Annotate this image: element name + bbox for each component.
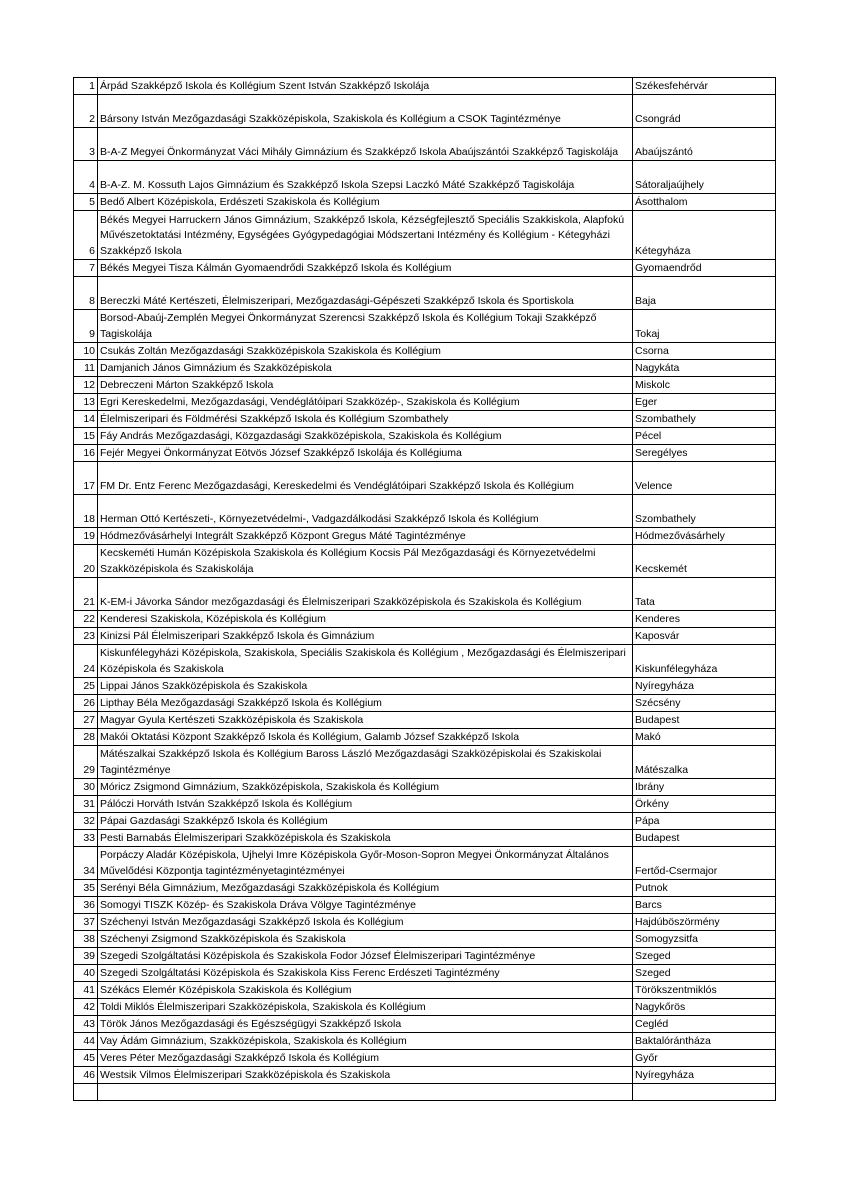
city-name: Baja	[633, 277, 776, 310]
row-number: 34	[74, 847, 98, 880]
table-row	[74, 128, 776, 161]
table-row	[74, 712, 776, 729]
city-name: Putnok	[633, 880, 776, 897]
school-name: Szegedi Szolgáltatási Középiskola és Szakiskola Fodor József Élelmiszeripari Tagintézménye	[98, 948, 633, 965]
school-name: Szegedi Szolgáltatási Középiskola és Szakiskola Kiss Ferenc Erdészeti Tagintézmény	[98, 965, 633, 982]
school-name: FM Dr. Entz Ferenc Mezőgazdasági, Kereskedelmi és Vendéglátóipari Szakképző Iskola és Kollégium	[98, 462, 633, 495]
school-name: Kinizsi Pál Élelmiszeripari Szakképző Iskola és Gimnázium	[98, 628, 633, 645]
city-name: Fertőd-Csermajor	[633, 847, 776, 880]
city-name: Kecskemét	[633, 545, 776, 578]
row-number: 18	[74, 495, 98, 528]
school-name: Török János Mezőgazdasági és Egészségügyi Szakképző Iskola	[98, 1016, 633, 1033]
table-row	[74, 277, 776, 310]
city-name: Ibrány	[633, 779, 776, 796]
row-number: 11	[74, 360, 98, 377]
row-number: 40	[74, 965, 98, 982]
city-name: Budapest	[633, 830, 776, 847]
city-name: Barcs	[633, 897, 776, 914]
school-name: K-EM-i Jávorka Sándor mezőgazdasági és Élelmiszeripari Szakközépiskola és Szakiskola és Kollégium	[98, 578, 633, 611]
school-name: Élelmiszeripari és Földmérési Szakképző Iskola és Kollégium Szombathely	[98, 411, 633, 428]
table-row	[74, 948, 776, 965]
row-number: 3	[74, 128, 98, 161]
city-name: Gyomaendrőd	[633, 260, 776, 277]
row-number: 17	[74, 462, 98, 495]
school-name: Pesti Barnabás Élelmiszeripari Szakközépiskola és Szakiskola	[98, 830, 633, 847]
row-number: 44	[74, 1033, 98, 1050]
table-row	[74, 462, 776, 495]
city-name: Kiskunfélegyháza	[633, 645, 776, 678]
school-name: Herman Ottó Kertészeti-, Környezetvédelmi-, Vadgazdálkodási Szakképző Iskola és Kollégium	[98, 495, 633, 528]
school-name: Árpád Szakképző Iskola és Kollégium Szent István Szakképző Iskolája	[98, 78, 633, 95]
school-name: Pápai Gazdasági Szakképző Iskola és Kollégium	[98, 813, 633, 830]
school-name: Porpáczy Aladár Középiskola, Ujhelyi Imre Középiskola Győr-Moson-Sopron Megyei Önkormányzat Általános Művelődési Központja tagintézményetagintézményei	[98, 847, 633, 880]
city-name: Nagykőrös	[633, 999, 776, 1016]
table-row	[74, 310, 776, 343]
city-name: Ásotthalom	[633, 194, 776, 211]
school-name: Damjanich János Gimnázium és Szakközépiskola	[98, 360, 633, 377]
city-name: Pápa	[633, 813, 776, 830]
school-name: Kenderesi Szakiskola, Középiskola és Kollégium	[98, 611, 633, 628]
table-row	[74, 411, 776, 428]
table-row	[74, 746, 776, 779]
city-name: Budapest	[633, 712, 776, 729]
city-name: Tokaj	[633, 310, 776, 343]
row-number: 38	[74, 931, 98, 948]
row-number: 20	[74, 545, 98, 578]
table-row	[74, 445, 776, 462]
row-number: 19	[74, 528, 98, 545]
city-name: Miskolc	[633, 377, 776, 394]
table-row	[74, 545, 776, 578]
row-number: 35	[74, 880, 98, 897]
row-number: 21	[74, 578, 98, 611]
table-row	[74, 78, 776, 95]
empty-cell	[98, 1084, 633, 1101]
city-name: Szeged	[633, 948, 776, 965]
row-number: 14	[74, 411, 98, 428]
row-number: 39	[74, 948, 98, 965]
school-name: Toldi Miklós Élelmiszeripari Szakközépiskola, Szakiskola és Kollégium	[98, 999, 633, 1016]
city-name: Mátészalka	[633, 746, 776, 779]
table-row	[74, 578, 776, 611]
table-row	[74, 394, 776, 411]
city-name: Örkény	[633, 796, 776, 813]
table-row	[74, 1033, 776, 1050]
school-name: Kiskunfélegyházi Középiskola, Szakiskola, Speciális Szakiskola és Kollégium , Mezőgazdasági és Élelmiszeripari Középiskola és Szakiskola	[98, 645, 633, 678]
row-number: 8	[74, 277, 98, 310]
school-name: Somogyi TISZK Közép- és Szakiskola Dráva Völgye Tagintézménye	[98, 897, 633, 914]
row-number: 9	[74, 310, 98, 343]
city-name: Cegléd	[633, 1016, 776, 1033]
row-number: 32	[74, 813, 98, 830]
row-number: 46	[74, 1067, 98, 1084]
row-number: 4	[74, 161, 98, 194]
school-list-table	[73, 77, 776, 1101]
city-name: Makó	[633, 729, 776, 746]
school-name: Mátészalkai Szakképző Iskola és Kollégium Baross László Mezőgazdasági Szakközépiskolai és Szakiskolai Tagintézménye	[98, 746, 633, 779]
city-name: Eger	[633, 394, 776, 411]
row-number: 10	[74, 343, 98, 360]
row-number: 31	[74, 796, 98, 813]
row-number: 28	[74, 729, 98, 746]
table-row	[74, 428, 776, 445]
row-number: 2	[74, 95, 98, 128]
table-row	[74, 999, 776, 1016]
table-row	[74, 931, 776, 948]
row-number: 43	[74, 1016, 98, 1033]
row-number: 27	[74, 712, 98, 729]
school-name: Serényi Béla Gimnázium, Mezőgazdasági Szakközépiskola és Kollégium	[98, 880, 633, 897]
table-row	[74, 897, 776, 914]
school-name: Pálóczi Horváth István Szakképző Iskola és Kollégium	[98, 796, 633, 813]
city-name: Szombathely	[633, 411, 776, 428]
city-name: Szécsény	[633, 695, 776, 712]
table-row	[74, 1067, 776, 1084]
school-name: Magyar Gyula Kertészeti Szakközépiskola és Szakiskola	[98, 712, 633, 729]
row-number: 37	[74, 914, 98, 931]
school-name: Veres Péter Mezőgazdasági Szakképző Iskola és Kollégium	[98, 1050, 633, 1067]
row-number: 22	[74, 611, 98, 628]
table-row	[74, 194, 776, 211]
city-name: Törökszentmiklós	[633, 982, 776, 999]
table-row	[74, 813, 776, 830]
city-name: Kenderes	[633, 611, 776, 628]
row-number: 25	[74, 678, 98, 695]
table-row	[74, 914, 776, 931]
school-name: Makói Oktatási Központ Szakképző Iskola és Kollégium, Galamb József Szakképző Iskola	[98, 729, 633, 746]
table-row	[74, 211, 776, 260]
table-row	[74, 95, 776, 128]
row-number: 24	[74, 645, 98, 678]
empty-cell	[633, 1084, 776, 1101]
school-name: Bársony István Mezőgazdasági Szakközépiskola, Szakiskola és Kollégium a CSOK Tagintézménye	[98, 95, 633, 128]
table-row	[74, 611, 776, 628]
school-name: Hódmezővásárhelyi Integrált Szakképző Központ Gregus Máté Tagintézménye	[98, 528, 633, 545]
row-number: 29	[74, 746, 98, 779]
school-name: Egri Kereskedelmi, Mezőgazdasági, Vendéglátóipari Szakközép-, Szakiskola és Kollégium	[98, 394, 633, 411]
row-number: 15	[74, 428, 98, 445]
school-name: Békés Megyei Tisza Kálmán Gyomaendrődi Szakképző Iskola és Kollégium	[98, 260, 633, 277]
city-name: Tata	[633, 578, 776, 611]
table-row	[74, 965, 776, 982]
table-row	[74, 779, 776, 796]
table-row	[74, 796, 776, 813]
row-number: 1	[74, 78, 98, 95]
row-number: 41	[74, 982, 98, 999]
city-name: Csongrád	[633, 95, 776, 128]
table-row	[74, 678, 776, 695]
empty-cell	[74, 1084, 98, 1101]
table-row	[74, 628, 776, 645]
school-name: Borsod-Abaúj-Zemplén Megyei Önkormányzat Szerencsi Szakképző Iskola és Kollégium Tokaji Szakképző Tagiskolája	[98, 310, 633, 343]
table-row	[74, 729, 776, 746]
city-name: Kaposvár	[633, 628, 776, 645]
city-name: Baktalórántháza	[633, 1033, 776, 1050]
table-row	[74, 161, 776, 194]
table-row	[74, 528, 776, 545]
city-name: Csorna	[633, 343, 776, 360]
row-number: 6	[74, 211, 98, 260]
school-name: B-A-Z. M. Kossuth Lajos Gimnázium és Szakképző Iskola Szepsi Laczkó Máté Szakképző Tagiskolája	[98, 161, 633, 194]
city-name: Kétegyháza	[633, 211, 776, 260]
school-name: Békés Megyei Harruckern János Gimnázium, Szakképző Iskola, Kézségfejlesztő Speciális Szakkiskola, Alapfokú Művészetoktatási Intézmény, Egységées Gyógypedagógiai Módszertani Intézmény és Kollégium - Kétegyházi Szakképző Iskola	[98, 211, 633, 260]
row-number: 45	[74, 1050, 98, 1067]
school-name: Debreczeni Márton Szakképző Iskola	[98, 377, 633, 394]
city-name: Győr	[633, 1050, 776, 1067]
row-number: 5	[74, 194, 98, 211]
city-name: Székesfehérvár	[633, 78, 776, 95]
table-row	[74, 645, 776, 678]
school-name: Székács Elemér Középiskola Szakiskola és Kollégium	[98, 982, 633, 999]
school-name: Fáy András Mezőgazdasági, Közgazdasági Szakközépiskola, Szakiskola és Kollégium	[98, 428, 633, 445]
row-number: 33	[74, 830, 98, 847]
school-name: Széchenyi Zsigmond Szakközépiskola és Szakiskola	[98, 931, 633, 948]
row-number: 42	[74, 999, 98, 1016]
city-name: Hódmezővásárhely	[633, 528, 776, 545]
school-list-body	[74, 78, 776, 1101]
row-number: 23	[74, 628, 98, 645]
city-name: Szeged	[633, 965, 776, 982]
table-row	[74, 1016, 776, 1033]
city-name: Hajdúböszörmény	[633, 914, 776, 931]
school-name: Bedő Albert Középiskola, Erdészeti Szakiskola és Kollégium	[98, 194, 633, 211]
table-row	[74, 1050, 776, 1067]
city-name: Nagykáta	[633, 360, 776, 377]
table-row	[74, 695, 776, 712]
school-name: Westsik Vilmos Élelmiszeripari Szakközépiskola és Szakiskola	[98, 1067, 633, 1084]
table-row	[74, 377, 776, 394]
school-name: Bereczki Máté Kertészeti, Élelmiszeripari, Mezőgazdasági-Gépészeti Szakképző Iskola és Sportiskola	[98, 277, 633, 310]
school-name: Vay Ádám Gimnázium, Szakközépiskola, Szakiskola és Kollégium	[98, 1033, 633, 1050]
school-name: Széchenyi István Mezőgazdasági Szakképző Iskola és Kollégium	[98, 914, 633, 931]
table-row	[74, 880, 776, 897]
school-name: Móricz Zsigmond Gimnázium, Szakközépiskola, Szakiskola és Kollégium	[98, 779, 633, 796]
city-name: Nyíregyháza	[633, 1067, 776, 1084]
school-name: Fejér Megyei Önkormányzat Eötvös József Szakképző Iskolája és Kollégiuma	[98, 445, 633, 462]
table-row	[74, 495, 776, 528]
table-row	[74, 260, 776, 277]
row-number: 30	[74, 779, 98, 796]
row-number: 16	[74, 445, 98, 462]
table-row	[74, 343, 776, 360]
city-name: Velence	[633, 462, 776, 495]
city-name: Somogyzsitfa	[633, 931, 776, 948]
row-number: 12	[74, 377, 98, 394]
table-row	[74, 982, 776, 999]
school-name: Csukás Zoltán Mezőgazdasági Szakközépiskola Szakiskola és Kollégium	[98, 343, 633, 360]
city-name: Szombathely	[633, 495, 776, 528]
row-number: 7	[74, 260, 98, 277]
school-name: Kecskeméti Humán Középiskola Szakiskola és Kollégium Kocsis Pál Mezőgazdasági és Környezetvédelmi Szakközépiskola és Szakiskolája	[98, 545, 633, 578]
table-row	[74, 360, 776, 377]
school-name: Lippai János Szakközépiskola és Szakiskola	[98, 678, 633, 695]
city-name: Sátoraljaújhely	[633, 161, 776, 194]
row-number: 36	[74, 897, 98, 914]
city-name: Seregélyes	[633, 445, 776, 462]
empty-row	[74, 1084, 776, 1101]
table-row	[74, 847, 776, 880]
row-number: 13	[74, 394, 98, 411]
city-name: Pécel	[633, 428, 776, 445]
row-number: 26	[74, 695, 98, 712]
table-row	[74, 830, 776, 847]
city-name: Abaújszántó	[633, 128, 776, 161]
school-name: B-A-Z Megyei Önkormányzat Váci Mihály Gimnázium és Szakképző Iskola Abaújszántói Szakképző Tagiskolája	[98, 128, 633, 161]
school-name: Lipthay Béla Mezőgazdasági Szakképző Iskola és Kollégium	[98, 695, 633, 712]
city-name: Nyíregyháza	[633, 678, 776, 695]
